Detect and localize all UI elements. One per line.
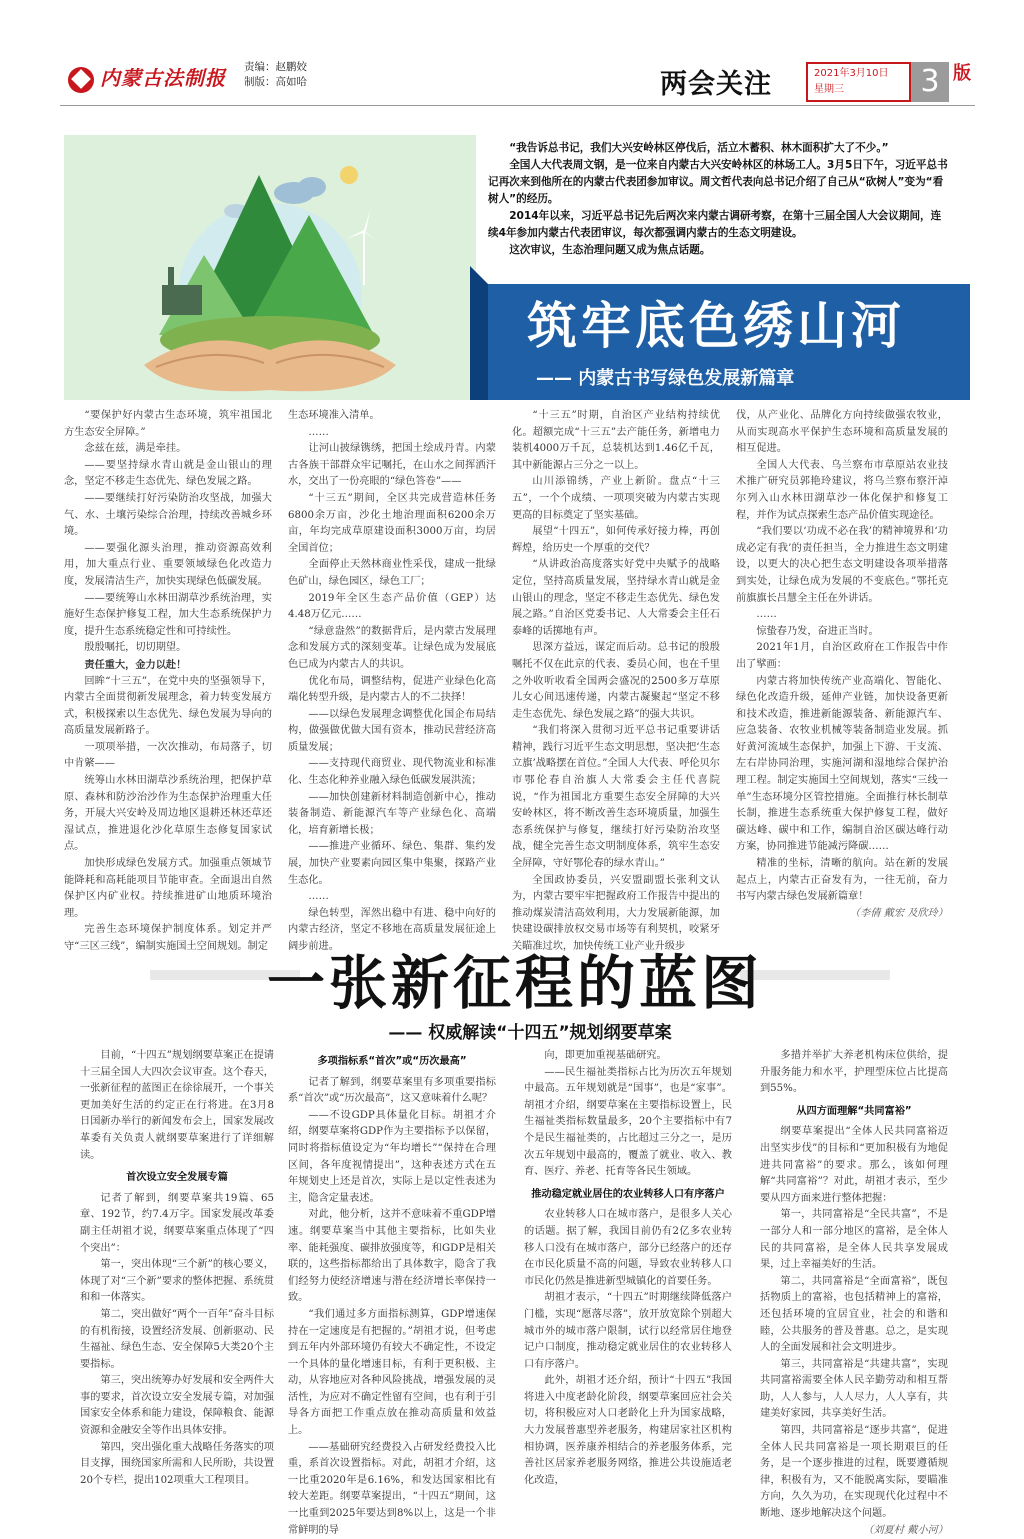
paragraph: 记者了解到，纲要草案共19篇、65章、192节，约7.4万字。国家发展改革委副主任胡祖才说，纲要草案重点体现了“四个突出”：	[80, 1192, 274, 1254]
article2-column-2	[288, 1048, 496, 1536]
intro-paragraph: 这次审议，生态治理问题又成为焦点话题。	[509, 244, 711, 256]
paragraph: “要保护好内蒙古生态环境，筑牢祖国北方生态安全屏障。”	[64, 410, 272, 438]
paragraph: 全面停止天然林商业性采伐，建成一批绿色矿山，绿色园区，绿色工厂；	[288, 559, 496, 587]
paragraph: ——要继续打好污染防治攻坚战，加强大气、水、土壤污染综合治理，持续改善城乡环境。	[64, 492, 272, 538]
section-title: 两会关注	[660, 69, 772, 100]
paragraph: 第四，突出强化重大战略任务落实的项目支撑，围绕国家所需和人民所盼，共设置20个专栏，提出102项重大工程项目。	[80, 1441, 274, 1486]
paragraph: 对此，他分析，这并不意味着不重GDP增速。纲要草案当中其他主要指标，比如失业率、能耗强度、碳排放强度等，和GDP是相关联的，这些指标都给出了具体数字，隐含了我们经努力使经济增速与潜在经济增长率保持一致。	[288, 1209, 496, 1304]
paragraph: 念兹在兹，满是牵挂。	[84, 443, 187, 455]
paragraph: 第三，共同富裕是“共建共富”，实现共同富裕需要全体人民辛勤劳动和相互帮助，人人参与，人人尽力，人人享有，共建美好家园，共享美好生活。	[760, 1358, 948, 1420]
paragraph: “我们将深入贯彻习近平总书记重要讲话精神，践行习近平生态文明思想，坚决把‘生态立旗’战略摆在首位。”全国人大代表、呼伦贝尔市鄂伦春自治旗人大常委会主任代喜院说，“作为祖国北方重要生态安全屏障的大兴安岭林区，将不断改善生态环境质量，加强生态系统保护与修复，继续打好污染防治攻坚战，健全完善生态文明制度体系，筑牢生态安全屏障，守好鄂伦春的绿水青山。”	[512, 725, 720, 870]
paragraph: ——民生福祉类指标占比为历次五年规划中最高。五年规划就是“国事”，也是“家事”。胡祖才介绍，纲要草案在主要指标设置上，民生福祉类指标数量最多，20个主要指标中有7个是民生福祉类的，占比超过三分之一，是历次五年规划中最高的，覆盖了就业、收入、教育、医疗、养老、托育等各民生领域。	[524, 1066, 732, 1178]
article2-column-4	[760, 1048, 948, 1536]
paragraph: 统筹山水林田湖草沙系统治理，把保护草原、森林和防沙治沙作为生态保护治理重大任务，开展大兴安岭及周边地区退耕还林还草还湿试点，推进退化沙化草原生态修复国家试点。	[64, 775, 272, 853]
paragraph: 惊蛰春乃发，奋进正当时。	[756, 625, 879, 637]
paragraph: ——要坚持绿水青山就是金山银山的理念，坚定不移走生态优先、绿色发展之路。	[64, 459, 272, 488]
paragraph: 展望“十四五”，如何传承好接力棒，再创辉煌，给历史一个厚重的交代？	[512, 526, 720, 554]
paragraph: 生态环境准入清单。	[288, 410, 380, 421]
paragraph: 向，即更加重视基础研究。	[544, 1050, 667, 1061]
headline-2-title: 一张新征程的蓝图	[266, 949, 763, 1017]
masthead	[0, 0, 1024, 112]
paragraph: 责任重大，金力以赴！	[84, 658, 187, 671]
paragraph: 2019年全区生态产品价值（GEP）达4.48万亿元……	[288, 592, 496, 621]
headline-subtitle: —— 内蒙古书写绿色发展新篇章	[536, 368, 795, 389]
intro-paragraph: “我告诉总书记，我们大兴安岭林区停伐后，活立木蓄积、林木面积扩大了不少。”	[509, 142, 889, 154]
logo-text: 内蒙古法制报	[100, 66, 226, 90]
paragraph: 第一，共同富裕是“全民共富”，不是一部分人和一部分地区的富裕，是全体人民的共同富裕，是全体人民共享发展成果，过上幸福美好的生活。	[760, 1209, 948, 1271]
article1-column-2	[288, 408, 496, 952]
paragraph: ——加快创建新材料制造创新中心，推动装备制造、新能源汽车等产业绿色化、高端化，培育新增长极；	[288, 791, 496, 836]
paragraph: 全国政协委员，兴安盟副盟长张利文认为，内蒙古要牢牢把握政府工作报告中提出的推动煤炭清洁高效利用，大力发展新能源，加快建设碳排放权交易市场等有利契机，咬紧牙关瞄准过坎，加快传统工业产业升级步	[512, 874, 720, 952]
paragraph: 殷殷嘱托，切切期望。	[84, 642, 187, 654]
paragraph: ——不设GDP具体量化目标。胡祖才介绍，纲要草案将GDP作为主要指标予以保留，同时将指标值设定为“年均增长”“保持在合理区间，各年度视情提出”，这种表述方式在五年规划史上还是首次，实际上是以定性表述为主，隐含定量表述。	[288, 1109, 496, 1204]
paragraph: 内蒙古将加快传统产业高端化、智能化、绿色化改造升级，延伸产业链，加快设备更新和技术改造，推进新能源装备、新能源汽车、应急装备、农牧业机械等装备制造业发展。抓好黄河流域生态保护，加强上下游、干支流、左右岸协同治理，实施河湖和湿地综合保护治理工程。制定实施国土空间规划，落实“三线一单”生态环境分区管控措施。全面推行林长制草长制，推进生态系统重大保护修复工程，做好碳达峰、碳中和工作，编制自治区碳达峰行动方案，协同推进节能减污降碳……	[736, 675, 948, 853]
paragraph: 2021年1月，自治区政府在工作报告中作出了擘画：	[736, 642, 948, 670]
earth-in-hands-illustration	[64, 135, 476, 400]
paragraph: ——要强化源头治理，推动资源高效利用，加大重点行业、重要领域绿色化改造力度，发展清洁生产，加快实现绿色低碳发展。	[64, 542, 272, 587]
hero-illustration	[64, 135, 476, 400]
intro-paragraph: 2014年以来，习近平总书记先后两次来内蒙古调研考察，在第十三届全国人大会议期间，连续4年参加内蒙古代表团审议，每次都强调内蒙古的生态文明建设。	[488, 210, 942, 239]
paragraph: 纲要草案提出“全体人民共同富裕迈出坚实步伐”的目标和“更加积极有为地促进共同富裕”的要求。那么，该如何理解“共同富裕”？对此，胡祖才表示，至少要从四方面来进行整体把握：	[760, 1126, 948, 1204]
page-number: 3	[911, 62, 949, 102]
paragraph: 第二，突出做好“两个一百年”奋斗目标的有机衔接，设置经济发展、创新驱动、民生福祉、绿色生态、安全保障5大类20个主要指标。	[80, 1308, 274, 1370]
paragraph: “绿意盎然”的数据背后，是内蒙古发展理念和发展方式的深刻变革。让绿色成为发展底色已成为内蒙古人的共识。	[288, 625, 496, 670]
paragraph: 记者了解到，纲要草案里有多项重要指标系“首次”或“历次最高”，这又意味着什么呢？	[288, 1076, 496, 1105]
article1-column-1	[64, 408, 272, 952]
subheading: 多项指标系“首次”或“历次最高”	[317, 1056, 467, 1067]
article-intro	[488, 140, 948, 259]
paragraph: “十三五”期间，全区共完成营造林任务6800余万亩，沙化土地治理面积6200余万亩，年均完成草原建设面积3000万亩，均居全国首位；	[288, 492, 496, 554]
masthead-rule	[60, 105, 975, 106]
credits	[244, 60, 307, 90]
paragraph: 第四，共同富裕是“逐步共富”，促进全体人民共同富裕是一项长期艰巨的任务，是一个逐步推进的过程，既要遵循规律，积极有为，又不能脱离实际，要瞄准方向，久久为功，在实现现代化过程中不断地、逐步地解决这个问题。	[760, 1425, 948, 1520]
paragraph: “我们通过多方面指标测算，GDP增速保持在一定速度是有把握的。”胡祖才说，但考虑到五年内外部环境仍有较大不确定性，不设定一个具体的量化增速目标，有利于更积极、主动，从容地应对各种风险挑战，增强发展的灵活性，为应对不确定性留有空间，也有利于引导各方面把工作重点放在推动高质量和效益上。	[288, 1308, 496, 1437]
author-signature: （刘夏村 戴小河）	[863, 1524, 948, 1536]
paragraph: 第一，突出体现“三个新”的核心要义，体现了对“三个新”要求的整体把握、系统贯和和一体落实。	[80, 1259, 274, 1304]
editor-line: 责编：赵鹏姣	[244, 61, 307, 73]
paragraph: 目前，“十四五”规划纲要草案正在提请十三届全国人大四次会议审查。这个春天，一张新征程的蓝图正在徐徐展开，一个事关更加美好生活的约定正在行将进。在3月8日国新办举行的新闻发布会上，国家发展改革委有关负责人就纲要草案进行了详细解读。	[80, 1050, 274, 1161]
subheading: 首次设立安全发展专篇	[126, 1172, 228, 1184]
headline-title: 筑牢底色绣山河	[527, 296, 905, 355]
production-line: 制版：高如哈	[244, 76, 307, 88]
paragraph: 回眸“十三五”，在党中央的坚强领导下，内蒙古全面贯彻新发展理念，着力转变发展方式，积极探索以生态优先、绿色发展为导向的高质量发展新路子。	[64, 675, 272, 737]
intro-paragraph: 全国人大代表周文钢，是一位来自内蒙古大兴安岭林区的林场工人。3月5日下午，习近平总书记再次来到他所在的内蒙古代表团参加审议。周文哲代表向总书记介绍了自己从“砍树人”变为“看树人”的经历。	[488, 159, 948, 205]
paragraph: ——支持现代商贸业、现代物流业和标准化、生态化种养业融入绿色低碳发展洪流；	[288, 758, 496, 787]
subheading: 从四方面理解“共同富裕”	[796, 1105, 912, 1117]
paragraph: 优化布局，调整结构，促进产业绿色化高端化转型升级，是内蒙古人的不二抉择！	[288, 675, 496, 704]
paragraph: 让河山披绿镌绣，把国土绘成丹青。内蒙古各族干部群众牢记嘱托，在山水之间挥洒汗水，交出了一份亮眼的“绿色答卷”——	[288, 443, 496, 488]
logo-emblem-icon	[68, 67, 94, 93]
paragraph: 农业转移人口在城市落户，是很多人关心的话题。据了解，我国目前仍有2亿多农业转移人口没有在城市落户，部分已经落户的还存在市民化质量不高的问题，导致农业转移人口市民化仍然是推进新型城镇化的首要任务。	[524, 1209, 732, 1287]
subheading: 推动稳定就业居住的农业转移人口有序落户	[531, 1188, 725, 1200]
paragraph: ……	[756, 609, 777, 621]
paragraph: “十三五”时期，自治区产业结构持续优化。超额完成“十三五”去产能任务，新增电力装机4000万千瓦，总装机达到1.46亿千瓦，其中新能源占三分之一以上。	[512, 410, 720, 471]
paragraph: 此外，胡祖才还介绍，预计“十四五”我国将进入中度老龄化阶段，纲要草案回应社会关切，将积极应对人口老龄化上升为国家战略，大力发展普惠型养老服务，构建居家社区机构相协调，医养康养相结合的养老服务体系，完善社区居家养老服务网络，推进公共设施适老化改造，	[524, 1375, 732, 1486]
newspaper-logo	[68, 62, 226, 92]
paragraph: ——推进产业循环、绿色、集群、集约发展，加快产业要素向园区集中集聚，探路产业生态化。	[288, 841, 496, 886]
page-unit: 版	[953, 63, 971, 84]
paragraph: 胡祖才表示，“十四五”时期继续降低落户门槛，实现“愿落尽落”，放开放宽除个别超大城市外的城市落户限制，试行以经常居住地登记户口制度，推动稳定就业居住的农业转移人口有序落户。	[524, 1292, 732, 1370]
paragraph: ——以绿色发展理念调整优化国企布局结构，做强做优做大国有资本，推动民营经济高质量发展；	[288, 708, 496, 753]
article1-column-4	[736, 408, 948, 918]
paragraph: 第二，共同富裕是“全面富裕”，既包括物质上的富裕，也包括精神上的富裕，还包括环境的宜居宜业，社会的和谐和睦，公共服务的普及普惠。总之，是实现人的全面发展和社会文明进步。	[760, 1275, 948, 1354]
paragraph: ——要统筹山水林田湖草沙系统治理，实施好生态保护修复工程，加大生态系统保护力度，提升生态系统稳定性和可持续性。	[64, 592, 272, 637]
paragraph: 第三，突出统筹办好发展和安全两件大事的要求，首次设立安全发展专篇，对加强国家安全体系和能力建设，保障粮食、能源资源和金融安全等作出具体安排。	[80, 1375, 274, 1437]
sun-icon	[340, 166, 358, 184]
paragraph: 伐，从产业化、品牌化方向持续做强农牧业，从而实现高水平保护生态环境和高质量发展的相互促进。	[736, 410, 948, 455]
paragraph: 全国人大代表、乌兰察布市草原站农业技术推广研究员郭艳玲建议，将乌兰察布察汗淖尔列入山水林田湖草沙一体化保护和修复工程，并作为试点探索生态产品价值实现途径。	[736, 459, 948, 521]
paragraph: 精准的坐标，清晰的航向。站在新的发展起点上，内蒙古正奋发有为，一往无前，奋力书写内蒙古绿色发展新篇章！	[736, 858, 948, 903]
paragraph: 思深方益远，谋定而后动。总书记的殷殷嘱托不仅在此京的代表、委员心间，也在千里之外收听收看全国两会盛况的2500多万草原儿女心间迅速传递，内蒙古凝聚起“坚定不移走生态优先、绿色发展之路”的强大共识。	[512, 642, 720, 720]
paragraph: ……	[308, 426, 329, 438]
paragraph: 一项项举措，一次次推动，布局落子，切中肯綮——	[64, 741, 272, 770]
headline-2-subtitle: —— 权威解读“十四五”规划纲要草案	[388, 1023, 672, 1043]
article1-column-3	[512, 408, 720, 952]
paragraph: 多措并举扩大养老机构床位供给，提升服务能力和水平，护理型床位占比提高到55%。	[760, 1050, 948, 1095]
article2-column-1	[80, 1048, 274, 1486]
paragraph: ——基础研究经费投入占研发经费投入比重，系首次设置指标。对此，胡祖才介绍，这一比重2020年是6.16%，和发达国家相比有较大差距。纲要草案提出，“十四五”期间，这一比重到2025年要达到8%以上，这是一个非常鲜明的导	[288, 1441, 496, 1536]
date-box	[806, 62, 911, 102]
paragraph: ……	[308, 891, 329, 903]
author-signature: （李倩 戴宏 及欣玲）	[849, 907, 948, 919]
paragraph: “从讲政治高度落实好党中央赋予的战略定位，坚持高质量发展，坚持绿水青山就是金山银山的理念，坚定不移走生态优先、绿色发展之路。”自治区党委书记、人大常委会主任石泰峰的话掷地有声。	[512, 559, 720, 637]
paragraph: 山川添锦绣，产业上新阶。盘点“十三五”，一个个成绩、一项项突破为内蒙古实现更高的目标奠定了坚实基础。	[512, 476, 720, 521]
article2-column-3	[524, 1048, 732, 1486]
issue-weekday: 星期三	[814, 84, 844, 95]
paragraph: 加快形成绿色发展方式。加强重点领域节能降耗和高耗能项目节能审查。全面退出自然保护区内矿业权。持续推进矿山地质环境治理。	[64, 858, 272, 919]
paragraph: 绿色转型，浑然出稳中有进、稳中向好的内蒙古经济，坚定不移地在高质量发展征途上阔步前进。	[288, 907, 496, 952]
paragraph: 完善生态环境保护制度体系。划定并严守“三区三线”，编制实施国土空间规划。制定	[64, 924, 272, 952]
issue-date: 2021年3月10日	[814, 68, 889, 79]
paragraph: “我们要以‘功成不必在我’的精神境界和‘功成必定有我’的责任担当，全力推进生态文明建设，以更大的决心把生态文明建设各项举措落到实处，让绿色成为发展的不变底色。”鄂托克前旗旗长吕慧全主任在外讲话。	[736, 526, 948, 604]
